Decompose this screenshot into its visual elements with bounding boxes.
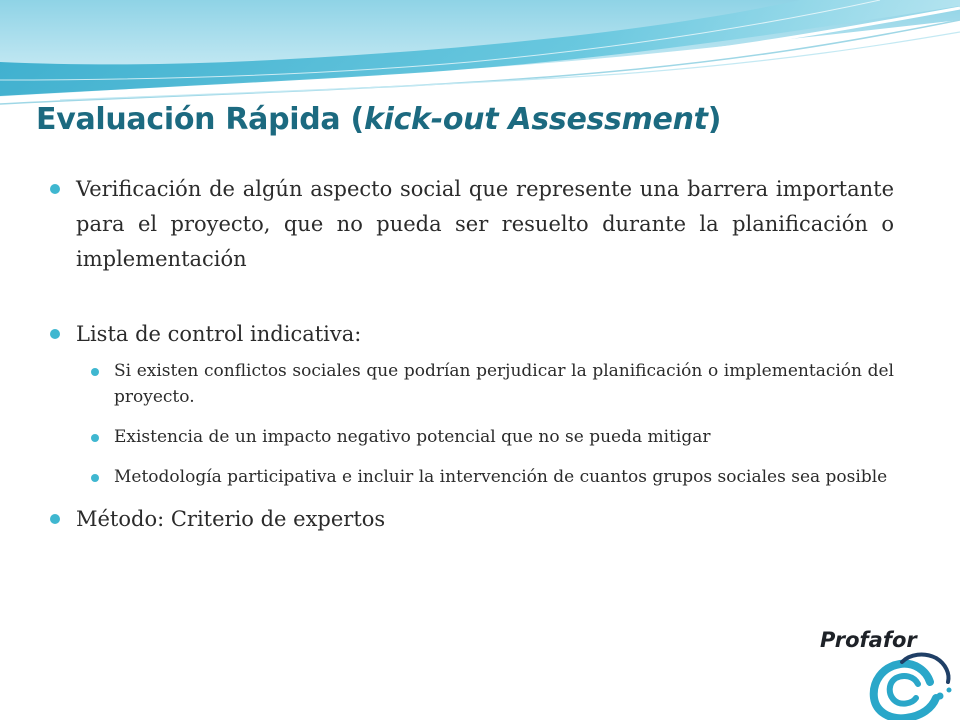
bullet-metodo: Método: Criterio de expertos bbox=[50, 502, 894, 537]
slide-title: Evaluación Rápida (kick-out Assessment) bbox=[36, 102, 722, 137]
bullet-dot bbox=[50, 329, 60, 339]
bullet-dot bbox=[91, 474, 99, 482]
sub-bullet-conflictos: Si existen conflictos sociales que podrían perjudicar la planificación o implementación del proyecto. bbox=[90, 358, 894, 410]
bullet-dot bbox=[50, 514, 60, 524]
bullet-dot bbox=[91, 434, 99, 442]
title-emphasis: kick-out Assessment bbox=[363, 102, 708, 137]
profafor-logo bbox=[818, 624, 960, 720]
bullet-verificacion: Verificación de algún aspecto social que represente una barrera importante para el proyecto, que no pueda ser resuelto durante la planificación o implementación bbox=[50, 172, 894, 277]
sub-bullet-impacto: Existencia de un impacto negativo potencial que no se pueda mitigar bbox=[90, 424, 894, 450]
slide-content bbox=[50, 172, 894, 537]
sub-bullet-metodologia: Metodología participativa e incluir la intervención de cuantos grupos sociales sea posible bbox=[90, 464, 894, 490]
header-wave-decoration bbox=[0, 0, 960, 110]
bullet-dot bbox=[50, 184, 60, 194]
logo-text: Profafor bbox=[820, 628, 917, 652]
bullet-dot bbox=[91, 368, 99, 376]
bullet-lista-control: Lista de control indicativa: bbox=[50, 317, 894, 352]
